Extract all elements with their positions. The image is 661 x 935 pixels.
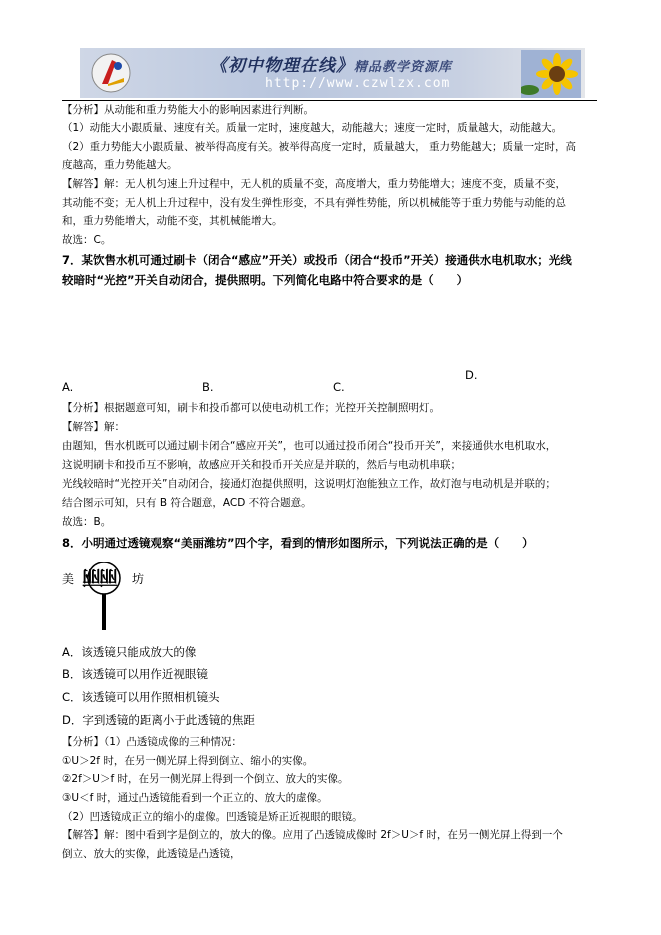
figure-left-char: 美 [62,572,75,586]
banner-title: 《初中物理在线》精品教学资源库 [210,56,453,76]
q7-answer-line: 由题知，售水机既可以通过刷卡闭合“感应开关”，也可以通过投币闭合“投币开关”，来接通供水电机取水， [62,440,557,452]
magnifier-figure [62,562,172,632]
q8-stem: 8．小明通过透镜观察“美丽潍坊”四个字，看到的情形如图所示，下列说法正确的是（ ） [62,536,534,550]
header-rule [62,100,597,101]
q7-analysis: 【分析】根据题意可知，刷卡和投币都可以使电动机工作；光控开关控制照明灯。 [62,402,440,414]
q7-stem-line: 7．某饮售水机可通过刷卡（闭合“感应”开关）或投币（闭合“投币”开关）接通供水电机取水；光线 [62,253,572,267]
q7-option-a: A. [62,380,74,394]
q7-stem-line: 较暗时“光控”开关自动闭合，提供照明。下列简化电路中符合要求的是（ ） [62,273,469,287]
header-banner [80,48,585,98]
q8-option-c: C．该透镜可以用作照相机镜头 [62,690,220,704]
sunflower-icon [521,50,581,98]
q8-option-a: A．该透镜只能成放大的像 [62,645,197,659]
q7-answer-head: 【解答】解： [62,421,125,433]
q6-answer-line: 和，重力势能增大，动能不变，其机械能增大。 [62,215,283,227]
q8-analysis-line: 【分析】（1）凸透镜成像的三种情况： [62,736,242,748]
q6-answer-line: 【解答】解：无人机匀速上升过程中，无人机的质量不变，高度增大，重力势能增大；速度不变，质量不变， [62,178,566,190]
q6-analysis-line: 度越高，重力势能越大。 [62,159,178,171]
q7-answer-line: 结合图示可知，只有 B 符合题意，ACD 不符合题意。 [62,497,312,509]
q6-analysis-line: （2）重力势能大小跟质量、被举得高度有关。被举得高度一定时，质量越大， 重力势能越大；质量一定时，高 [62,141,577,153]
q6-analysis-line: 【分析】从动能和重力势能大小的影响因素进行判断。 [62,104,314,116]
magnified-text: 丽丽 [84,566,119,588]
banner-url: http://www.czwlzx.com [265,76,451,91]
q7-answer-line: 这说明刷卡和投币互不影响，故感应开关和投币开关应是并联的，然后与电动机串联； [62,459,461,471]
q8-analysis-line: ③U＜f 时，通过凸透镜能看到一个正立的、放大的虚像。 [62,792,328,804]
q7-answer-line: 光线较暗时“光控开关”自动闭合，接通灯泡提供照明，这说明灯泡能独立工作，故灯泡与电动机是并联的； [62,478,556,490]
q8-answer-line: 倒立、放大的实像，此透镜是凸透镜， [62,848,241,860]
q7-option-c: C. [333,380,345,394]
q8-option-b: B．该透镜可以用作近视眼镜 [62,667,208,681]
q6-choice: 故选：C。 [62,234,112,246]
q7-option-d: D. [465,368,478,382]
figure-right-char: 坊 [132,572,145,586]
q6-analysis-line: （1）动能大小跟质量、速度有关。质量一定时，速度越大，动能越大；速度一定时，质量越大，动能越大。 [62,122,563,134]
q6-answer-line: 其动能不变；无人机上升过程中，没有发生弹性形变，不具有弹性势能，所以机械能等于重力势能与动能的总 [62,197,566,209]
q7-option-b: B. [202,380,214,394]
q8-analysis-line: ②2f＞U＞f 时，在另一侧光屏上得到一个倒立、放大的实像。 [62,773,349,785]
q8-answer-line: 【解答】解：图中看到字是倒立的，放大的像。应用了凸透镜成像时 2f＞U＞f 时，在另一侧光屏上得到一个 [62,829,563,841]
q7-choice: 故选：B。 [62,516,112,528]
q8-option-d: D．字到透镜的距离小于此透镜的焦距 [62,713,255,727]
q8-analysis-line: （2）凹透镜成正立的缩小的虚像。凹透镜是矫正近视眼的眼镜。 [62,811,363,823]
logo-icon [90,52,132,94]
q8-analysis-line: ①U＞2f 时，在另一侧光屏上得到倒立、缩小的实像。 [62,755,314,767]
